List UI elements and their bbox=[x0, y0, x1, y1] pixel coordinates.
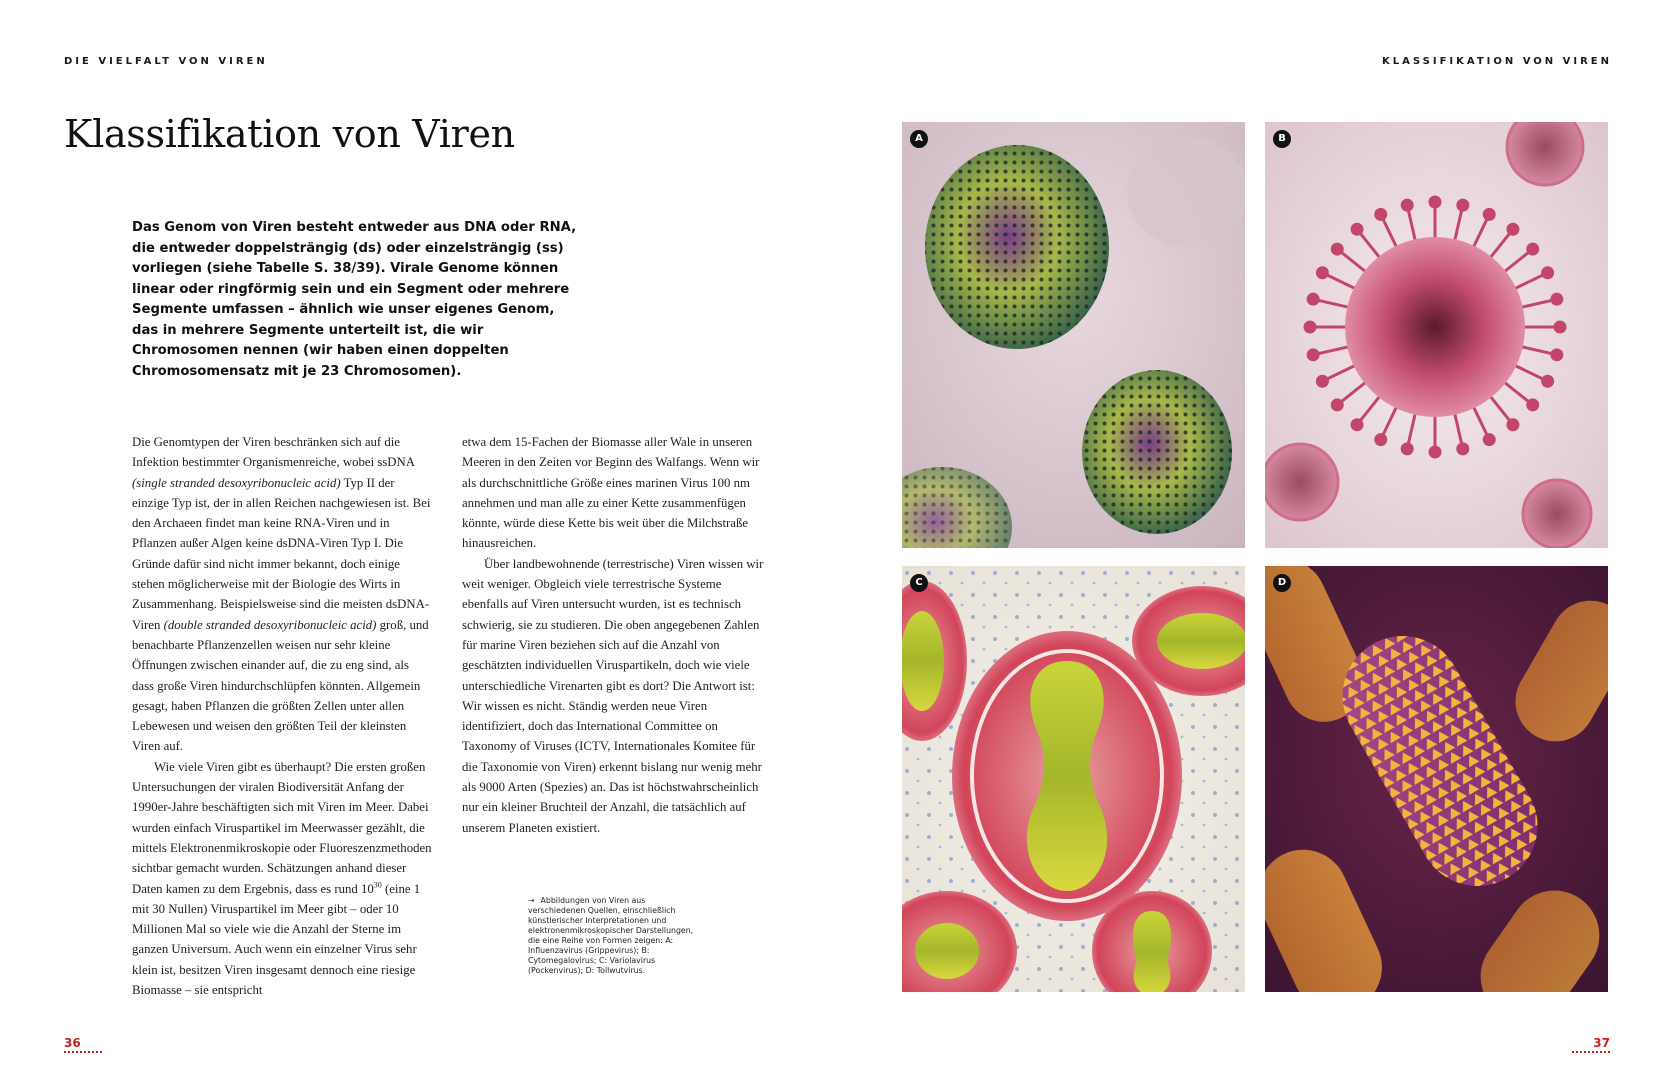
running-head-right: KLASSIFIKATION VON VIREN bbox=[1382, 56, 1612, 67]
body-text: groß, und benachbarte Pflanzenzellen weisen nur sehr kleine Öffnungen zwischen einander auf, die zu eng sind, als dass große Viren hindurchschlüpfen könnten. Allgemein gesagt, haben Pflanzen die größten Zellen unter allen Lebewesen und weisen den größten Teil der kleinsten Viren auf. bbox=[132, 617, 429, 754]
body-text: Wie viele Viren gibt es überhaupt? Die ersten großen Untersuchungen der viralen Biodiversität Anfang der 1990er-Jahre beschäftigten sich mit Viren im Meer. Dabei wurden einfach Viruspartikel im Meerwasser gezählt, die mittels Elektronenmikroskopie oder Fluoreszenzmethoden sichtbar gemacht wurden. Schätzungen anhand dieser Daten kamen zu dem Ergebnis, dass es rund 10 bbox=[132, 759, 432, 896]
superscript-exponent: 30 bbox=[373, 880, 382, 890]
lead-paragraph: Das Genom von Viren besteht entweder aus DNA oder RNA, die entweder doppelsträngig (ds) oder einzelsträngig (ss) vorliegen (siehe Tabelle S. 38/39). Virale Genome können linear oder ringförmig sein und ein Segment oder mehrere Segmente umfassen – ähnlich wie unser eigenes Genom, das in mehrere Segmente unterteilt ist, die wir Chromosomen nennen (wir haben einen doppelten Chromosomensatz mit je 23 Chromosomen). bbox=[132, 220, 577, 379]
running-head-left: DIE VIELFALT VON VIREN bbox=[64, 56, 268, 67]
body-column-right bbox=[462, 432, 767, 838]
italic-term: (single stranded desoxyribonucleic acid) bbox=[132, 475, 341, 490]
cytomegalovirus-illustration bbox=[1265, 122, 1608, 548]
body-paragraph-1 bbox=[132, 432, 432, 757]
body-paragraph-2 bbox=[132, 757, 432, 1001]
arrow-right-icon: → bbox=[528, 896, 535, 905]
variola-virus-illustration bbox=[902, 566, 1245, 992]
rabies-virus-illustration bbox=[1265, 566, 1608, 992]
page-number-left bbox=[64, 1036, 102, 1053]
panel-label-c: C bbox=[910, 574, 928, 592]
body-text: Die Genomtypen der Viren beschränken sich auf die Infektion bestimmter Organismenreiche, wobei ssDNA bbox=[132, 435, 415, 470]
page-number-text: 37 bbox=[1593, 1036, 1610, 1050]
panel-label-a: A bbox=[910, 130, 928, 148]
body-paragraph-4: Über landbewohnende (terrestrische) Viren wissen wir weit weniger. Obgleich viele terrestrische Systeme ebenfalls auf Viren untersucht wurden, ist es technisch schwierig, sie zu studieren. Die oben angegebenen Zahlen für marine Viren beziehen sich auf die Anzahl von geschätzten individuellen Viruspartikeln, doch wie viele unterschiedliche Virenarten gibt es dort? Die Antwort ist: Wir wissen es nicht. Ständig werden neue Viren identifiziert, doch das International Committee on Taxonomy of Viruses (ICTV, Internationales Komitee für die Taxonomie von Viren) erkennt bislang nur wenig mehr als 9000 Arten (Spezies) an. Das ist höchstwahrscheinlich nur ein kleiner Bruchteil der Anzahl, die tatsächlich auf unserem Planeten existiert. bbox=[462, 556, 764, 835]
page-number-dots bbox=[64, 1051, 102, 1053]
figure-panel-b bbox=[1265, 122, 1608, 548]
figure-panel-c bbox=[902, 566, 1245, 992]
figure-panel-a bbox=[902, 122, 1245, 548]
body-text: Typ II der einzige Typ ist, der in allen Reichen nachgewiesen ist. Bei den Archaeen findet man keine RNA-Viren und in Pflanzen außer Algen keine dsDNA-Viren Typ I. Die Gründe dafür sind nicht immer bekannt, doch einige stehen möglicherweise mit der Biologie des Wirts in Zusammenhang. Beispielsweise sind die meisten dsDNA-Viren bbox=[132, 475, 431, 632]
caption-text: Abbildungen von Viren aus verschiedenen Quellen, einschließlich künstlerischer Interpretationen und elektronenmikroskopischer Darstellungen, die eine Reihe von Formen zeigen: A: Influenzavirus (Grippevirus); B: Cytomegalovirus; C: Variolavirus (Pockenvirus); D: Tollwutvirus. bbox=[528, 896, 694, 975]
page-number-dots bbox=[1572, 1051, 1610, 1053]
italic-term: (double stranded desoxyribonucleic acid) bbox=[163, 617, 377, 632]
panel-label-d: D bbox=[1273, 574, 1291, 592]
influenza-virus-illustration bbox=[902, 122, 1245, 548]
figure-caption bbox=[528, 896, 704, 976]
figure-panel-d bbox=[1265, 566, 1608, 992]
body-column-left bbox=[132, 432, 432, 1000]
panel-label-b: B bbox=[1273, 130, 1291, 148]
body-text: (eine 1 mit 30 Nullen) Viruspartikel im Meer gibt – oder 10 Millionen Mal so viele wie die Anzahl der Sterne im ganzen Universum. Auch wenn ein einzelner Virus sehr klein ist, besitzen Viren insgesamt dennoch eine riesige Biomasse – sie entspricht bbox=[132, 881, 421, 998]
body-paragraph-3: etwa dem 15-Fachen der Biomasse aller Wale in unseren Meeren in den Zeiten vor Beginn des Walfangs. Wenn wir als durchschnittliche Größe eines marinen Virus 100 nm annehmen und man alle zu einer Kette zusammenfügen könnte, würde diese Kette bis weit über die Milchstraße hinausreichen. bbox=[462, 435, 760, 551]
page-title: Klassifikation von Viren bbox=[64, 112, 515, 156]
page-number-right bbox=[1572, 1036, 1610, 1053]
page-number-text: 36 bbox=[64, 1036, 81, 1050]
